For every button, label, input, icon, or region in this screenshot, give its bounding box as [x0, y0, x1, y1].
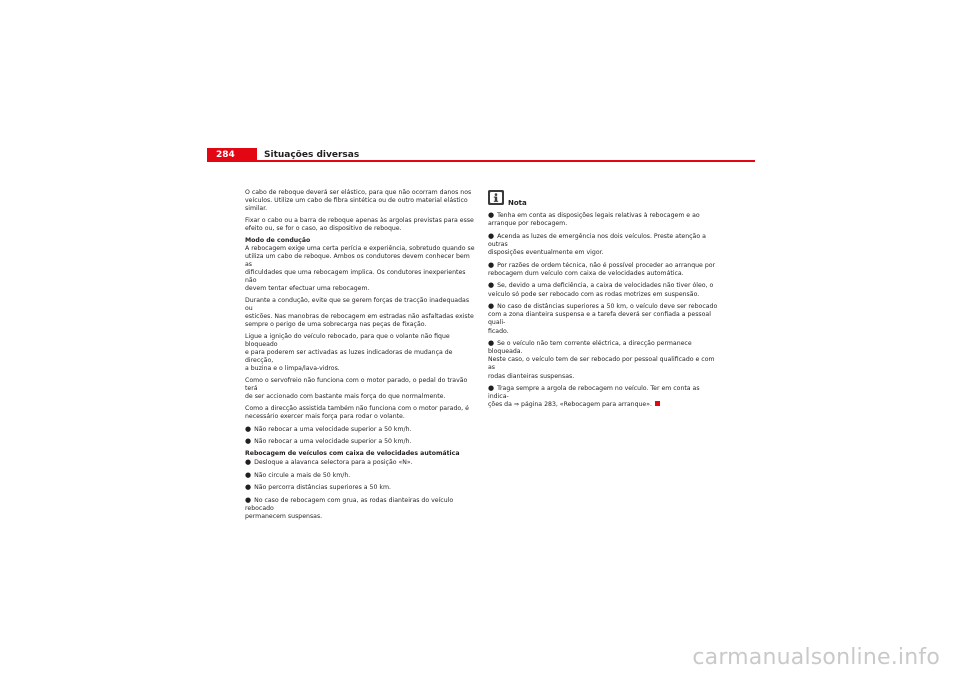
page-number: 284 [207, 148, 257, 162]
bullet-icon: ● [488, 211, 495, 219]
paragraph: Durante a condução, evite que se gerem forças de tracção inadequadas ou esticões. Nas manobras de rebocagem em estradas não asfaltadas existe sempre o perigo de uma sobrecarga nas peças de fixação. [245, 296, 474, 329]
paragraph: Como o servofreio não funciona com o motor parado, o pedal do travão terá de ser accionado com bastante mais força do que normalmente. [245, 376, 468, 401]
info-icon [488, 190, 504, 205]
list-item-text: No caso de distâncias superiores a 50 km, o veículo deve ser rebocado com a zona dianteira suspensa e a tarefa deverá ser confiada a pessoal quali- ficado. [488, 303, 718, 335]
list-item-text: Por razões de ordem técnica, não é possível proceder ao arranque por rebocagem dum veículo com caixa de velocidades automática. [488, 261, 716, 277]
list-item [245, 483, 475, 492]
bullet-icon: ● [245, 470, 252, 479]
watermark: carmanualsonline.info [692, 645, 940, 670]
list-item-text: Não percorra distâncias superiores a 50 km. [254, 484, 391, 492]
section-title: Situações diversas [264, 150, 360, 160]
list-item [245, 425, 475, 434]
list-item [245, 496, 475, 521]
bullet-icon: ● [245, 424, 252, 433]
list-item [488, 302, 718, 335]
list-item [488, 339, 718, 380]
note-title: Nota [508, 199, 527, 207]
paragraph: A rebocagem exige uma certa perícia e experiência, sobretudo quando se utiliza um cabo de reboque. Ambos os condutores devem conhecer bem as dificuldades que uma rebocagem implica. Os condutores inexperientes não devem tentar efectuar uma rebocagem. [245, 244, 475, 293]
list-item [488, 384, 718, 409]
bullet-icon: ● [488, 384, 495, 393]
header-divider [207, 160, 755, 162]
list-item [245, 458, 475, 467]
list-item-text: Traga sempre a argola de rebocagem no veículo. Ter em conta as indica- ções da ⇒ página 283, «Rebocagem para arranque». [488, 385, 700, 409]
list-item [245, 471, 475, 480]
list-item [488, 211, 718, 228]
right-column [488, 190, 718, 413]
list-item-text: Se o veículo não tem corrente eléctrica, a direcção permanece bloqueada. Neste caso, o veículo tem de ser rebocado por pessoal qualificado e com as rodas dianteiras suspensas. [488, 340, 715, 380]
list-item-text: Desloque a alavanca selectora para a posição «N». [254, 459, 413, 467]
paragraph: Fixar o cabo ou a barra de reboque apenas às argolas previstas para esse efeito ou, se for o caso, ao dispositivo de reboque. [245, 216, 474, 232]
subheading-automatic-gearbox: Rebocagem de veículos com caixa de velocidades automática [245, 449, 460, 457]
bullet-icon: ● [488, 231, 495, 240]
bullet-icon: ● [488, 260, 495, 269]
bullet-icon: ● [488, 339, 495, 348]
bullet-icon: ● [245, 483, 252, 492]
bullet-icon: ● [245, 496, 252, 505]
list-item [488, 281, 718, 298]
list-item [245, 437, 475, 446]
paragraph: Ligue a ignição do veículo rebocado, para que o volante não fique bloqueado e para poderem ser activadas as luzes indicadoras de mudança de direcção, a buzina e o limpa/lava-vidros. [245, 332, 453, 373]
list-item-text: Tenha em conta as disposições legais relativas à rebocagem e ao arranque por rebocagem. [488, 212, 700, 228]
paragraph: O cabo de reboque deverá ser elástico, para que não ocorram danos nos veículos. Utilize um cabo de fibra sintética ou de outro material elástico similar. [245, 189, 472, 213]
list-item-text: Não rebocar a uma velocidade superior a 50 km/h. [254, 438, 412, 446]
list-item-text: Não rebocar a uma velocidade superior a 50 km/h. [254, 425, 412, 433]
list-item [488, 261, 718, 278]
list-item-text: No caso de rebocagem com grua, as rodas dianteiras do veículo rebocado permanecem suspensas. [245, 497, 454, 521]
list-item-text: Se, devido a uma deficiência, a caixa de velocidades não tiver óleo, o veículo só pode ser rebocado com as rodas motrizes em suspensão. [488, 282, 714, 298]
bullet-icon: ● [488, 281, 495, 290]
left-column [245, 189, 475, 525]
subheading-driving-mode: Modo de condução [245, 236, 311, 244]
end-of-section-icon [655, 401, 660, 406]
bullet-icon: ● [245, 437, 252, 446]
list-item-text: Não circule a mais de 50 km/h. [254, 471, 351, 479]
list-item-text: Acenda as luzes de emergência nos dois veículos. Preste atenção a outras disposições eventualmente em vigor. [488, 232, 706, 256]
bullet-icon: ● [488, 302, 495, 311]
bullet-icon: ● [245, 458, 252, 467]
paragraph: Como a direcção assistida também não funciona com o motor parado, é necessário exercer mais força para rodar o volante. [245, 404, 469, 420]
note-header [488, 190, 718, 210]
list-item [488, 232, 718, 257]
